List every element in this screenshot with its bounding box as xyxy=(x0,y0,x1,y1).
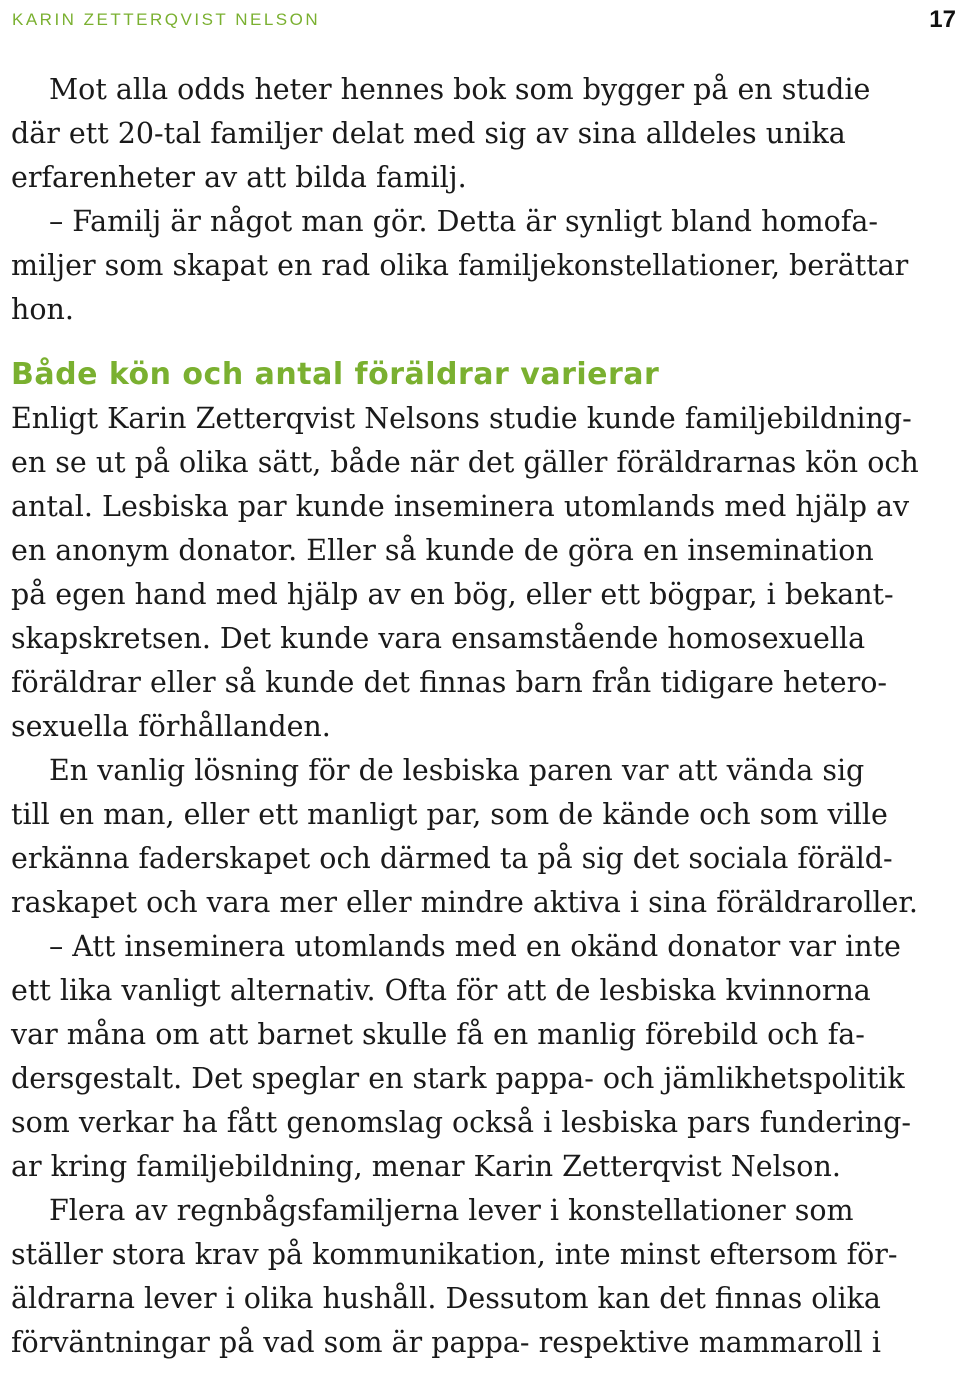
body-line: erfarenheter av att bilda familj. xyxy=(11,161,467,194)
body-line: på egen hand med hjälp av en bög, eller ett bögpar, i bekant- xyxy=(11,578,894,611)
running-head: KARIN ZETTERQVIST NELSON xyxy=(12,10,321,29)
body-line: – Familj är något man gör. Detta är synligt bland homofa- xyxy=(49,205,878,238)
body-line: en se ut på olika sätt, både när det gäller föräldrarnas kön och xyxy=(11,446,919,479)
body-line: dersgestalt. Det speglar en stark pappa- och jämlikhetspolitik xyxy=(11,1062,905,1095)
body-line: antal. Lesbiska par kunde inseminera utomlands med hjälp av xyxy=(11,490,910,523)
body-line: Flera av regnbågsfamiljerna lever i konstellationer som xyxy=(49,1194,854,1227)
body-line: skapskretsen. Det kunde vara ensamstående homosexuella xyxy=(11,622,866,655)
body-line: ett lika vanligt alternativ. Ofta för att de lesbiska kvinnorna xyxy=(11,974,871,1007)
body-line: sexuella förhållanden. xyxy=(11,710,331,743)
body-line: föräldrar eller så kunde det finnas barn från tidigare hetero- xyxy=(11,666,887,699)
body-line: Enligt Karin Zetterqvist Nelsons studie kunde familjebildning- xyxy=(11,402,912,435)
body-line: hon. xyxy=(11,293,74,326)
body-line: raskapet och vara mer eller mindre aktiva i sina föräldraroller. xyxy=(11,886,918,919)
body-line: förväntningar på vad som är pappa- respektive mammaroll i xyxy=(11,1326,881,1359)
body-line: miljer som skapat en rad olika familjekonstellationer, berättar xyxy=(11,249,909,282)
body-line: – Att inseminera utomlands med en okänd donator var inte xyxy=(49,930,901,963)
section-heading: Både kön och antal föräldrar varierar xyxy=(11,357,660,392)
page-number: 17 xyxy=(929,6,956,33)
body-line: ar kring familjebildning, menar Karin Zetterqvist Nelson. xyxy=(11,1150,841,1183)
body-line: till en man, eller ett manligt par, som de kände och som ville xyxy=(11,798,888,831)
body-line: en anonym donator. Eller så kunde de göra en insemination xyxy=(11,534,874,567)
page-header xyxy=(12,6,956,33)
body-line: Mot alla odds heter hennes bok som bygger på en studie xyxy=(49,73,871,106)
body-line: ställer stora krav på kommunikation, inte minst eftersom för- xyxy=(11,1238,898,1271)
body-line: En vanlig lösning för de lesbiska paren var att vända sig xyxy=(49,754,865,787)
body-line: där ett 20-tal familjer delat med sig av sina alldeles unika xyxy=(11,117,846,150)
body-line: erkänna faderskapet och därmed ta på sig det sociala föräld- xyxy=(11,842,893,875)
body-line: äldrarna lever i olika hushåll. Dessutom kan det finnas olika xyxy=(11,1282,881,1315)
body-line: som verkar ha fått genomslag också i lesbiska pars fundering- xyxy=(11,1106,912,1139)
article-body xyxy=(11,68,931,1365)
body-line: var måna om att barnet skulle få en manlig förebild och fa- xyxy=(11,1018,865,1051)
